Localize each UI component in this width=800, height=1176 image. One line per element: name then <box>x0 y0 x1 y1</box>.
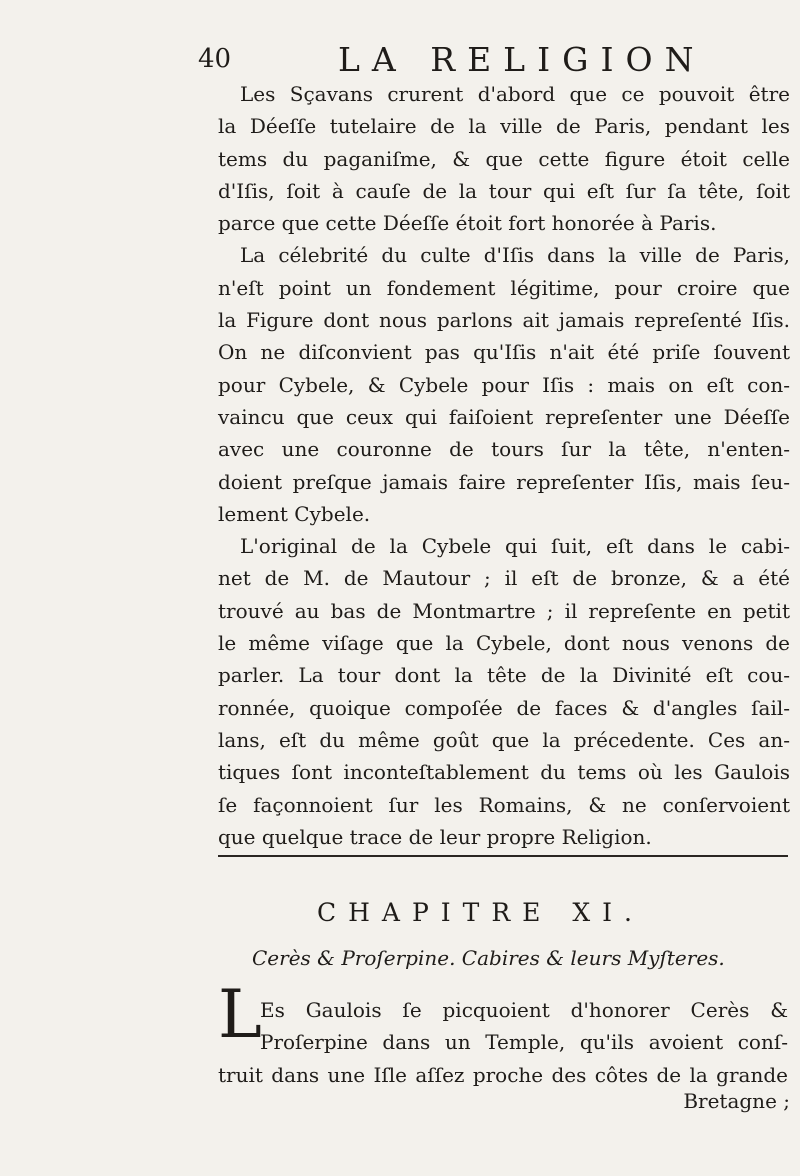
text-line: avec une couronne de tours ſur la tête, n'enten- <box>218 437 790 462</box>
text-line: le même viſage que la Cybele, dont nous venons de <box>218 631 790 656</box>
paragraph-3 <box>218 530 790 853</box>
text-line: L'original de la Cybele qui ſuit, eſt dans le cabi- <box>240 534 790 559</box>
chapter-title: CHAPITRE XI. <box>317 898 644 927</box>
text-line: parler. La tour dont la tête de la Divinité eſt cou- <box>218 663 790 688</box>
text-line: vaincu que ceux qui faiſoient repreſenter une Déeſſe <box>218 404 790 429</box>
text-line: ſe façonnoient ſur les Romains, & ne conſervoient <box>218 792 790 817</box>
text-line: lans, eſt du même goût que la précedente. Ces an- <box>218 727 790 752</box>
chapter-opening-text <box>218 994 788 1091</box>
text-line: d'Iſis, ſoit à cauſe de la tour qui eſt ſur ſa tête, ſoit <box>218 178 790 203</box>
text-line: Proſerpine dans un Temple, qu'ils avoient conſ- <box>260 1030 788 1055</box>
paragraph-2 <box>218 239 790 530</box>
page-number: 40 <box>198 44 232 74</box>
text-line: Es Gaulois ſe picquoient d'honorer Cerès & <box>260 998 788 1022</box>
text-line: net de M. de Mautour ; il eſt de bronze, & a été <box>218 566 790 591</box>
drop-cap: L <box>218 976 262 1053</box>
page-header <box>198 34 798 79</box>
text-line: Les Sçavans crurent d'abord que ce pouvoit être <box>240 82 790 106</box>
text-line: tiques ſont inconteſtablement du tems où les Gaulois <box>218 760 790 785</box>
text-line: doient preſque jamais faire repreſenter Iſis, mais ſeu- <box>218 469 790 494</box>
catchword: Bretagne ; <box>683 1089 790 1113</box>
text-line: la Déeſſe tutelaire de la ville de Paris, pendant les <box>218 114 790 139</box>
text-line: truit dans une Iſle aſſez proche des côtes de la grande <box>218 1062 788 1087</box>
body-text <box>218 78 790 853</box>
text-line: lement Cybele. <box>218 501 371 526</box>
text-line: tems du paganiſme, & que cette figure étoit celle <box>218 146 790 171</box>
text-line: la Figure dont nous parlons ait jamais repreſenté Iſis. <box>218 308 790 333</box>
text-line: trouvé au bas de Montmartre ; il repreſente en petit <box>218 598 790 623</box>
text-line: parce que cette Déeſſe étoit fort honorée à Paris. <box>218 211 717 236</box>
text-line: pour Cybele, & Cybele pour Iſis : mais on eſt con- <box>218 372 790 397</box>
text-line: La célebrité du culte d'Iſis dans la ville de Paris, <box>240 243 790 268</box>
paragraph-1 <box>218 78 790 239</box>
running-head: LA RELIGION <box>338 40 706 79</box>
text-line: ronnée, quoique compoſée de faces & d'angles ſail- <box>218 695 790 720</box>
chapter-subtitle: Cerès & Proſerpine. Cabires & leurs Myſteres. <box>252 946 725 970</box>
text-line: On ne diſconvient pas qu'Iſis n'ait été priſe ſouvent <box>218 340 790 365</box>
section-divider <box>218 855 788 857</box>
text-line: n'eſt point un fondement légitime, pour croire que <box>218 275 790 300</box>
text-line: que quelque trace de leur propre Religion. <box>218 824 652 849</box>
